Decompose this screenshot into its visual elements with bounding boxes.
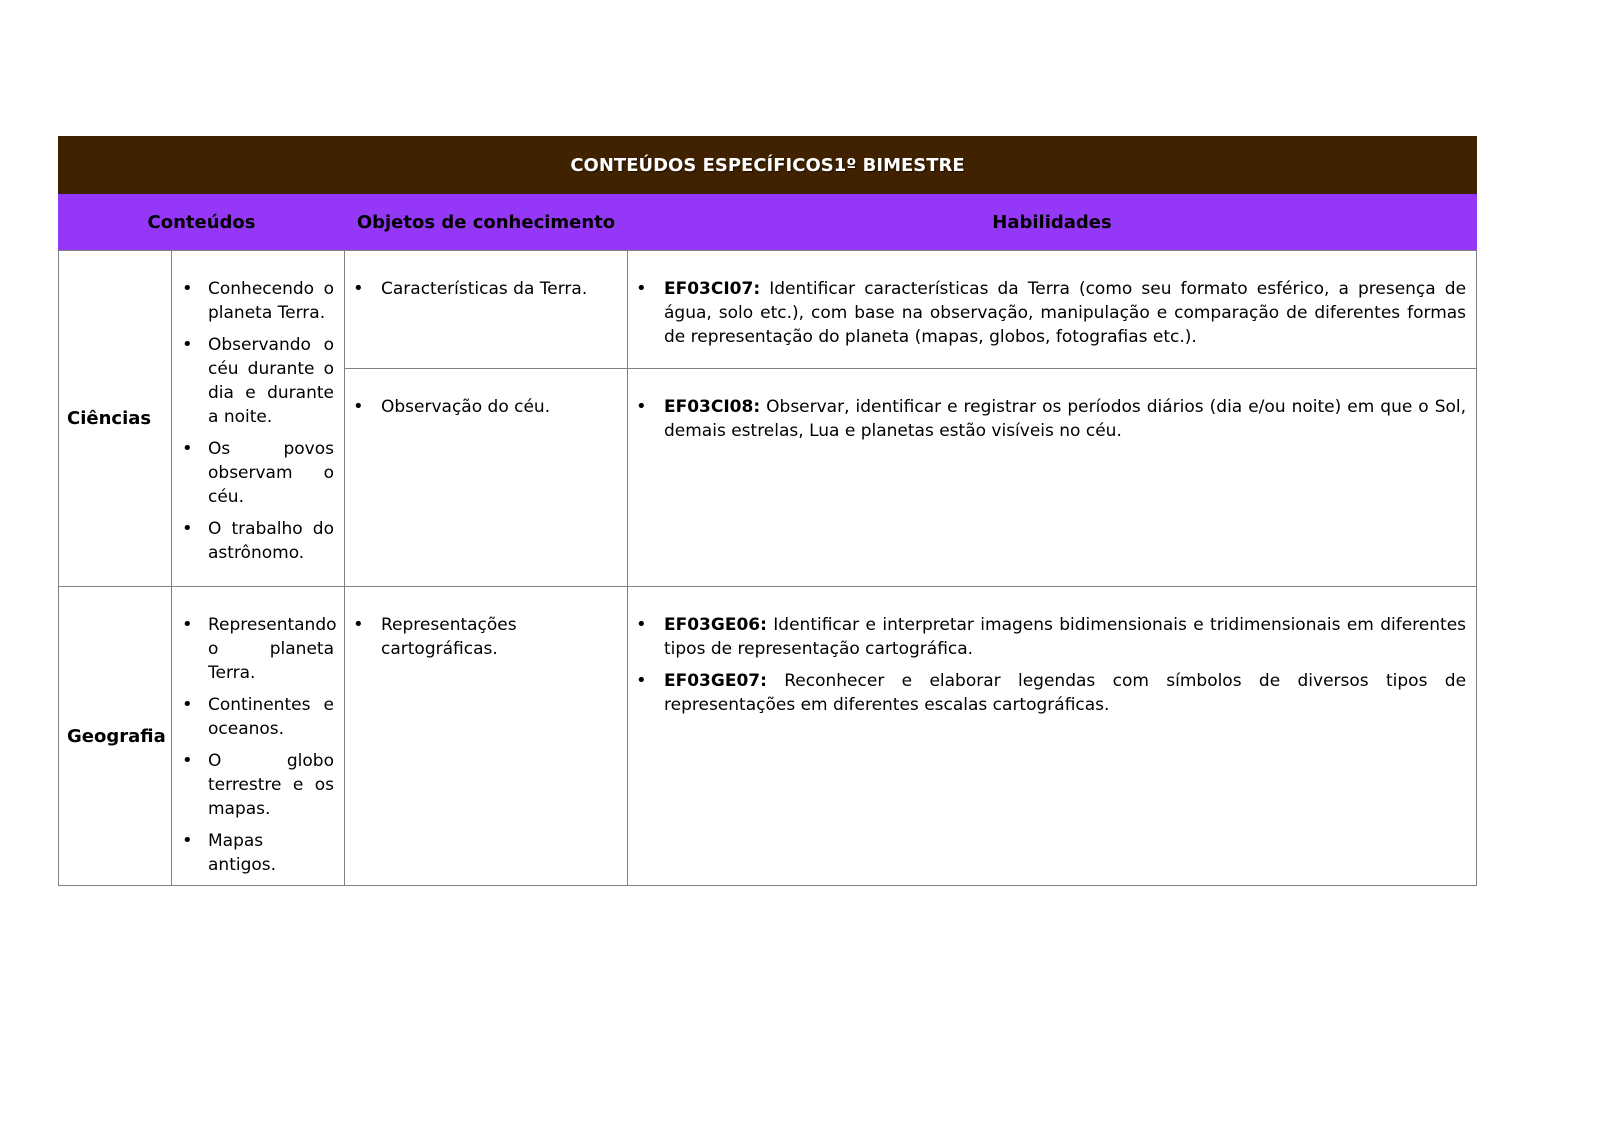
skill-code: EF03CI07: [664, 279, 761, 299]
skill-text: Identificar e interpretar imagens bidimensionais e tridimensionais em diferentes tipos de representação cartográfica. [664, 615, 1467, 659]
ciencias-object-cell-2 [345, 369, 628, 587]
header-row [59, 194, 1477, 251]
ciencias-contents-cell [172, 251, 345, 587]
ciencias-skills-cell-2 [628, 369, 1477, 587]
ciencias-skills-cell-1 [628, 251, 1477, 369]
list-item: • Representações cartográficas. [345, 613, 627, 661]
geografia-object-list [345, 613, 627, 661]
geografia-row [59, 587, 1477, 886]
content-table [58, 136, 1477, 886]
ciencias-skills-list-2 [628, 395, 1466, 443]
list-item: • Mapas antigos. [172, 829, 344, 877]
skill-text: Identificar características da Terra (como seu formato esférico, a presença de água, solo etc.), com base na observação, manipulação e comparação de diferentes formas de representação do planeta (mapas, globos, fotografias etc.). [664, 279, 1467, 347]
list-item: • O trabalho do astrônomo. [172, 517, 344, 565]
list-item: • Características da Terra. [345, 277, 627, 301]
subject-geografia: Geografia [59, 587, 172, 886]
geografia-contents-cell [172, 587, 345, 886]
list-item [628, 277, 1466, 349]
geografia-skills-cell [628, 587, 1477, 886]
skill-code: EF03CI08: [664, 397, 761, 417]
list-item: • Conhecendo o planeta Terra. [172, 277, 344, 325]
ciencias-row-1 [59, 251, 1477, 369]
list-item: • Observação do céu. [345, 395, 627, 419]
list-item [628, 395, 1466, 443]
ciencias-contents-list [172, 277, 344, 565]
list-item [628, 669, 1466, 717]
ciencias-object-list-2 [345, 395, 627, 419]
geografia-skills-list [628, 613, 1466, 717]
geografia-object-cell [345, 587, 628, 886]
header-objetos: Objetos de conhecimento [345, 194, 628, 251]
ciencias-skills-list-1 [628, 277, 1466, 349]
header-habilidades: Habilidades [628, 194, 1477, 251]
skill-text: Reconhecer e elaborar legendas com símbolos de diversos tipos de representações em diferentes escalas cartográficas. [664, 671, 1467, 715]
header-conteudos: Conteúdos [59, 194, 345, 251]
geografia-contents-list [172, 613, 344, 877]
subject-ciencias: Ciências [59, 251, 172, 587]
list-item: • Representando o planeta Terra. [172, 613, 344, 685]
ciencias-object-cell-1 [345, 251, 628, 369]
skill-text: Observar, identificar e registrar os períodos diários (dia e/ou noite) em que o Sol, demais estrelas, Lua e planetas estão visíveis no céu. [664, 397, 1467, 441]
ciencias-object-list-1 [345, 277, 627, 301]
list-item [628, 613, 1466, 661]
title-row [59, 137, 1477, 194]
list-item: • Continentes e oceanos. [172, 693, 344, 741]
skill-code: EF03GE07: [664, 671, 767, 691]
skill-code: EF03GE06: [664, 615, 767, 635]
list-item: • O globo terrestre e os mapas. [172, 749, 344, 821]
list-item: • Os povos observam o céu. [172, 437, 344, 509]
table-title: CONTEÚDOS ESPECÍFICOS1º BIMESTRE [59, 137, 1477, 194]
list-item: • Observando o céu durante o dia e durante a noite. [172, 333, 344, 429]
